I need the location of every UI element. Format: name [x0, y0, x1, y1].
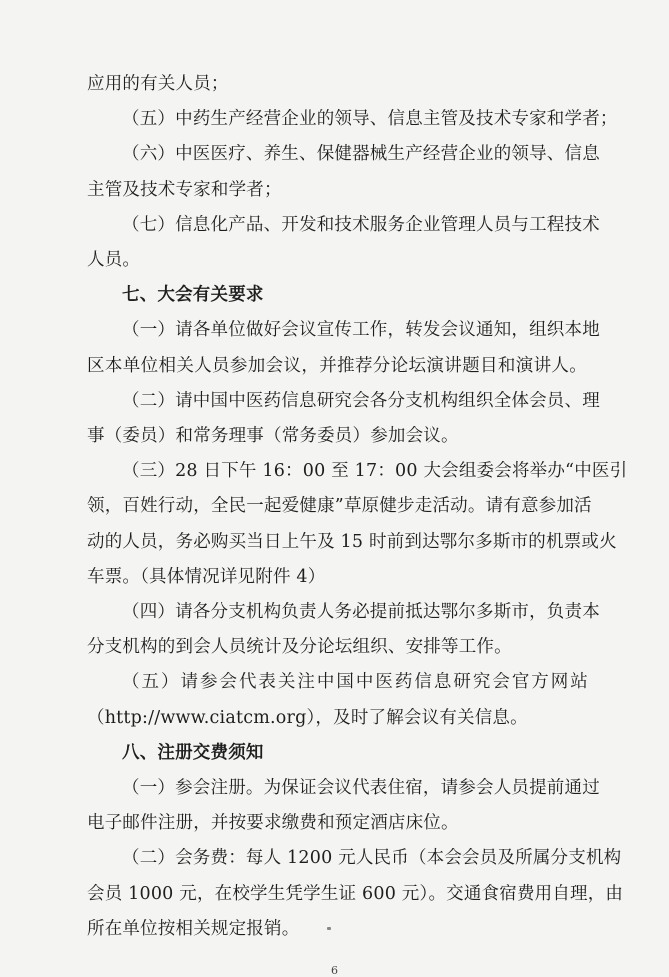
text-line: 人员。 — [87, 250, 141, 270]
scan-mark — [327, 927, 331, 930]
page-number: 6 — [331, 964, 338, 977]
text-line: （三）28 日下午 16：00 至 17：00 大会组委会将举办“中医引 — [122, 461, 628, 482]
text-line: 动的人员，务必购买当日上午及 15 时前到达鄂尔多斯市的机票或火 — [87, 531, 617, 552]
section-heading: 八、注册交费须知 — [122, 742, 264, 763]
text-line: （一）请各单位做好会议宣传工作，转发会议通知，组织本地 — [122, 320, 600, 341]
text-line: （二）会务费：每人 1200 元人民币（本会会员及所属分支机构 — [122, 848, 622, 869]
text-line: 会员 1000 元，在校学生凭学生证 600 元）。交通食宿费用自理，由 — [87, 883, 624, 904]
text-line: 所在单位按相关规定报销。 — [87, 918, 300, 939]
text-line: 事（委员）和常务理事（常务委员）参加会议。 — [87, 426, 459, 446]
text-line: 区本单位相关人员参加会议，并推荐分论坛演讲题目和演讲人。 — [87, 355, 587, 376]
text-line: 电子邮件注册，并按要求缴费和预定酒店床位。 — [87, 813, 459, 834]
text-line: 分支机构的到会人员统计及分论坛组织、安排等工作。 — [87, 637, 512, 658]
text-line: （七）信息化产品、开发和技术服务企业管理人员与工程技术 — [122, 214, 600, 235]
text-line: （一）参会注册。为保证会议代表住宿，请参会人员提前通过 — [122, 778, 600, 798]
text-line: （二）请中国中医药信息研究会各分支机构组织全体会员、理 — [122, 390, 600, 411]
text-line: （五）中药生产经营企业的领导、信息主管及技术专家和学者； — [122, 109, 618, 130]
text-line: 领，百姓行动，全民一起爱健康”草原健步走活动。请有意参加活 — [87, 496, 592, 517]
section-heading: 七、大会有关要求 — [122, 285, 264, 306]
text-line: （四）请各分支机构负责人务必提前抵达鄂尔多斯市，负责本 — [122, 602, 600, 622]
text-line: （五）请参会代表关注中国中医药信息研究会官方网站 — [122, 672, 588, 693]
text-line: 主管及技术专家和学者； — [87, 179, 282, 200]
text-line: 应用的有关人员； — [87, 74, 229, 94]
text-line: （http://www.ciatcm.org），及时了解会议有关信息。 — [87, 707, 528, 728]
text-line: 车票。（具体情况详见附件 4） — [87, 566, 326, 587]
text-line: （六）中医医疗、养生、保健器械生产经营企业的领导、信息 — [122, 144, 600, 165]
